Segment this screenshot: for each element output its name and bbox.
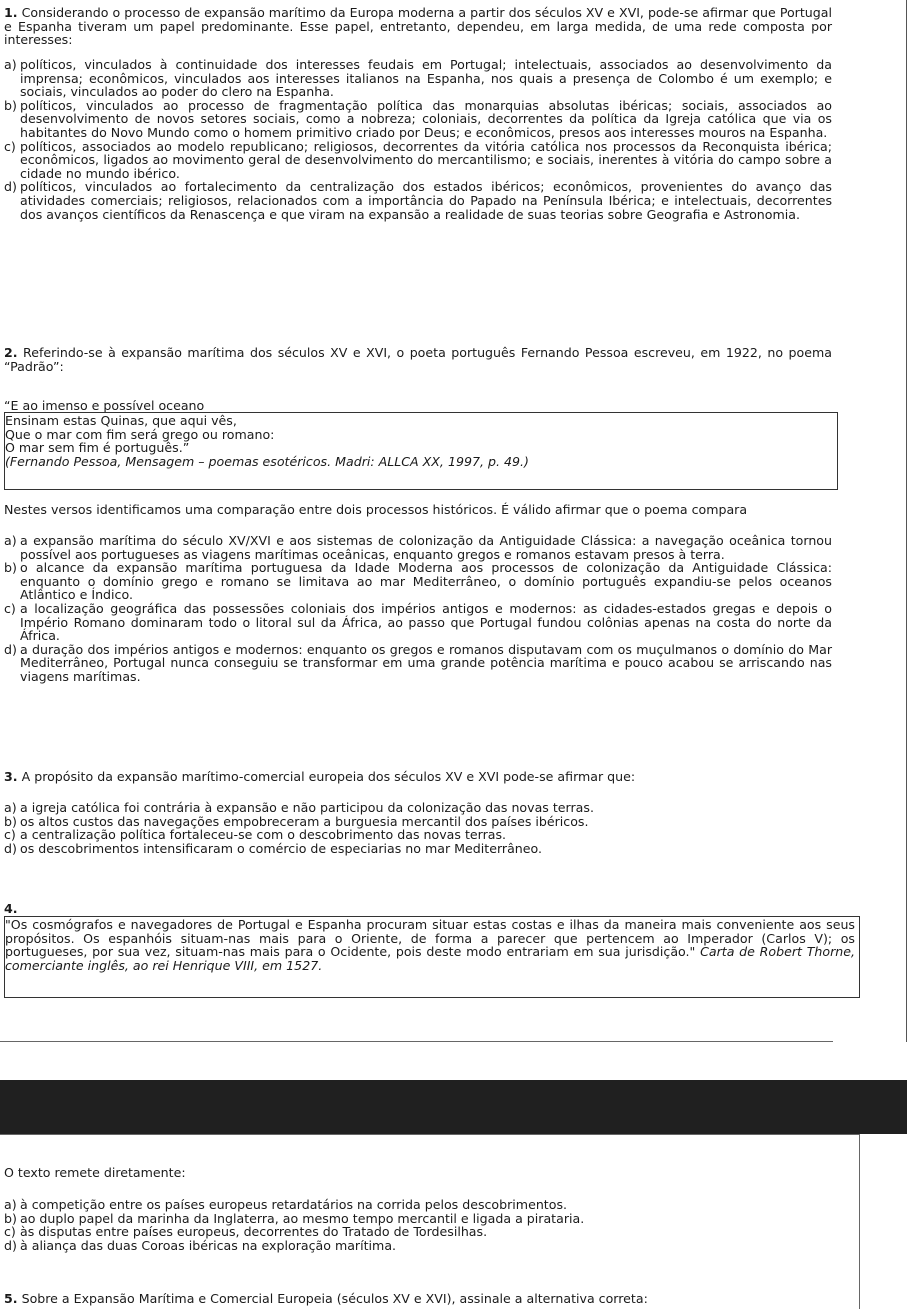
question-3-options bbox=[4, 801, 832, 855]
option-text: os descobrimentos intensificaram o comércio de especiarias no mar Mediterrâneo. bbox=[20, 840, 543, 856]
option-letter: d) bbox=[4, 179, 17, 195]
option-text: a centralização política fortaleceu-se com o descobrimento das novas terras. bbox=[20, 827, 507, 843]
question-2-prompt-text: Nestes versos identificamos uma comparação entre dois processos históricos. É válido afirmar que o poema compara bbox=[4, 502, 748, 517]
question-1-number: 1. bbox=[4, 5, 18, 20]
page-2 bbox=[0, 1134, 907, 1309]
option-letter: d) bbox=[4, 641, 17, 657]
option-letter: b) bbox=[4, 1210, 17, 1226]
question-2-stem bbox=[4, 346, 832, 373]
option-letter: a) bbox=[4, 57, 17, 72]
option-text: políticos, vinculados ao fortalecimento da centralização dos estados ibéricos; econômicos, provenientes do avanço das atividades comerciais; religiosos, relacionados com a importância do Papado na Península Ibérica; e intelectuais, decorrentes dos avanços científicos da Renascença e que viram na expansão a realidade de suas teorias sobre Geografia e Astronomia. bbox=[20, 179, 832, 222]
question-4-prompt bbox=[4, 1166, 832, 1180]
option-text: políticos, vinculados à continuidade dos interesses feudais em Portugal; intelectuais, associados ao desenvolvimento da imprensa; econômicos, vinculados aos interesses italianos na Espanha, nos quais a presença de Colombo é um exemplo; e sociais, vinculados ao poder do clero na Espanha. bbox=[20, 57, 832, 100]
question-1-stem bbox=[4, 6, 832, 47]
poem-line: Ensinam estas Quinas, que aqui vês, bbox=[5, 413, 237, 428]
option-letter: a) bbox=[4, 800, 17, 815]
question-4-number-block bbox=[4, 902, 832, 916]
option-letter: c) bbox=[4, 600, 16, 616]
question-2-options bbox=[4, 534, 832, 684]
question-2-number: 2. bbox=[4, 345, 18, 360]
question-4-quote-box bbox=[4, 916, 860, 998]
question-4-option-b[interactable] bbox=[4, 1212, 832, 1226]
option-text: a duração dos impérios antigos e modernos: enquanto os gregos e romanos disputavam com os muçulmanos o domínio do Mar Mediterrâneo, Portugal nunca conseguiu se transformar em uma grande potência marítima e pouco acabou se arriscando nas viagens marítimas. bbox=[20, 641, 832, 684]
question-5-stem bbox=[4, 1292, 832, 1306]
poem-citation: (Fernando Pessoa, Mensagem – poemas esotéricos. Madri: ALLCA XX, 1997, p. 49.) bbox=[5, 453, 529, 469]
option-text: à aliança das duas Coroas ibéricas na exploração marítima. bbox=[20, 1237, 397, 1253]
question-2-option-c[interactable] bbox=[4, 602, 832, 643]
poem-line: O mar sem fim é português.” bbox=[5, 440, 190, 456]
question-2-option-b[interactable] bbox=[4, 561, 832, 602]
question-2 bbox=[4, 346, 832, 373]
question-2-option-a[interactable] bbox=[4, 534, 832, 561]
page-border-bottom bbox=[0, 1041, 833, 1042]
question-2-option-d[interactable] bbox=[4, 643, 832, 684]
question-5-stem-text: Sobre a Expansão Marítima e Comercial Europeia (séculos XV e XVI), assinale a alternativa correta: bbox=[21, 1291, 648, 1306]
option-text: a igreja católica foi contrária à expansão e não participou da colonização das novas terras. bbox=[20, 800, 594, 815]
question-4-number-text: 4. bbox=[4, 901, 18, 916]
option-letter: b) bbox=[4, 560, 17, 576]
option-text: ao duplo papel da marinha da Inglaterra, ao mesmo tempo mercantil e ligada a pirataria. bbox=[20, 1210, 585, 1226]
option-text: à competição entre os países europeus retardatários na corrida pelos descobrimentos. bbox=[20, 1197, 568, 1212]
poem-line: “E ao imenso e possível oceano bbox=[4, 398, 205, 413]
question-1-option-a[interactable] bbox=[4, 58, 832, 99]
question-5-number: 5. bbox=[4, 1291, 18, 1306]
option-letter: a) bbox=[4, 533, 17, 548]
option-letter: b) bbox=[4, 813, 17, 829]
question-4-number bbox=[4, 902, 832, 916]
question-4-option-d[interactable] bbox=[4, 1239, 832, 1253]
question-1 bbox=[4, 6, 832, 47]
option-text: a localização geográfica das possessões coloniais dos impérios antigos e modernos: as cidades-estados gregas e depois o Império Romano dominaram todo o litoral sul da África, ao passo que Portugal fundou colônias apenas na costa do norte da África. bbox=[20, 600, 832, 644]
question-4-option-c[interactable] bbox=[4, 1225, 832, 1239]
question-4-options bbox=[4, 1198, 832, 1252]
option-letter: a) bbox=[4, 1197, 17, 1212]
option-letter: c) bbox=[4, 1224, 16, 1240]
option-letter: c) bbox=[4, 827, 16, 843]
question-2-stem-text: Referindo-se à expansão marítima dos séculos XV e XVI, o poeta português Fernando Pessoa escreveu, em 1922, no poema “Padrão”: bbox=[4, 345, 832, 374]
question-3-number: 3. bbox=[4, 769, 18, 784]
option-letter: d) bbox=[4, 1237, 17, 1253]
question-3-option-a[interactable] bbox=[4, 801, 832, 815]
question-1-option-b[interactable] bbox=[4, 99, 832, 140]
question-1-stem-text: Considerando o processo de expansão marítimo da Europa moderna a partir dos séculos XV e XVI, pode-se afirmar que Portugal e Espanha tiveram um papel predominante. Esse papel, entretanto, dependeu, em larga medida, de uma rede composta por interesses: bbox=[4, 5, 832, 48]
question-1-option-d[interactable] bbox=[4, 180, 832, 221]
question-1-option-c[interactable] bbox=[4, 140, 832, 181]
question-3-option-c[interactable] bbox=[4, 828, 832, 842]
question-1-options bbox=[4, 58, 832, 221]
question-3-stem bbox=[4, 770, 832, 784]
option-letter: b) bbox=[4, 97, 17, 113]
question-3-stem-text: A propósito da expansão marítimo-comercial europeia dos séculos XV e XVI pode-se afirmar que: bbox=[21, 769, 636, 784]
page-separator bbox=[0, 1080, 907, 1134]
question-4-quote-text: "Os cosmógrafos e navegadores de Portugal e Espanha procuram situar estas costas e ilhas da maneira mais conveniente aos seus propósitos. Os espanhóis situam-nas mais para o Oriente, de forma a parecer que pertencem ao Imperador (Carlos V); os portugueses, por sua vez, situam-nas mais para o Ocidente, pois deste modo entrariam em sua jurisdição." bbox=[5, 917, 855, 960]
option-text: às disputas entre países europeus, decorrentes do Tratado de Tordesilhas. bbox=[20, 1224, 488, 1240]
question-5 bbox=[4, 1292, 832, 1306]
option-letter: d) bbox=[4, 840, 17, 856]
question-2-prompt bbox=[4, 503, 832, 517]
poem-first-line bbox=[4, 399, 832, 413]
option-text: os altos custos das navegações empobreceram a burguesia mercantil dos países ibéricos. bbox=[20, 813, 589, 829]
option-text: o alcance da expansão marítima portuguesa da Idade Moderna aos processos de colonização da Antiguidade Clássica: enquanto o domínio grego e romano se limitava ao mar Mediterrâneo, o domínio português expandiu-se pelos oceanos Atlântico e Índico. bbox=[20, 560, 832, 603]
question-3 bbox=[4, 770, 832, 784]
question-3-option-d[interactable] bbox=[4, 842, 832, 856]
question-4-option-a[interactable] bbox=[4, 1198, 832, 1212]
question-4-citation: Carta de Robert Thorne, comerciante inglês, ao rei Henrique VIII, em 1527. bbox=[5, 944, 855, 973]
question-4-quote bbox=[5, 918, 859, 972]
poem-box bbox=[4, 412, 838, 490]
option-text: políticos, associados ao modelo republicano; religiosos, decorrentes da vitória católica nos processos da Reconquista ibérica; econômicos, ligados ao movimento geral de desenvolvimento do mercantilismo; e sociais, inerentes à vitória do campo sobre a cidade no mundo ibérico. bbox=[20, 138, 832, 181]
option-text: políticos, vinculados ao processo de fragmentação política das monarquias absolutas ibéricas; sociais, associados ao desenvolvimento de novos setores sociais, como a nobreza; coloniais, decorrentes da política da Igreja católica que via os habitantes do Novo Mundo como o homem primitivo criado por Deus; e econômicos, presos aos interesses mouros na Espanha. bbox=[20, 97, 832, 140]
question-3-option-b[interactable] bbox=[4, 815, 832, 829]
option-text: a expansão marítima do século XV/XVI e aos sistemas de colonização da Antiguidade Clássica: a navegação oceânica tornou possível aos portugueses as viagens marítimas oceânicas, enquanto gregos e romanos estavam presos à terra. bbox=[20, 533, 832, 562]
option-letter: c) bbox=[4, 138, 16, 154]
question-4-prompt-text: O texto remete diretamente: bbox=[4, 1165, 186, 1180]
poem-line: Que o mar com fim será grego ou romano: bbox=[5, 426, 275, 442]
